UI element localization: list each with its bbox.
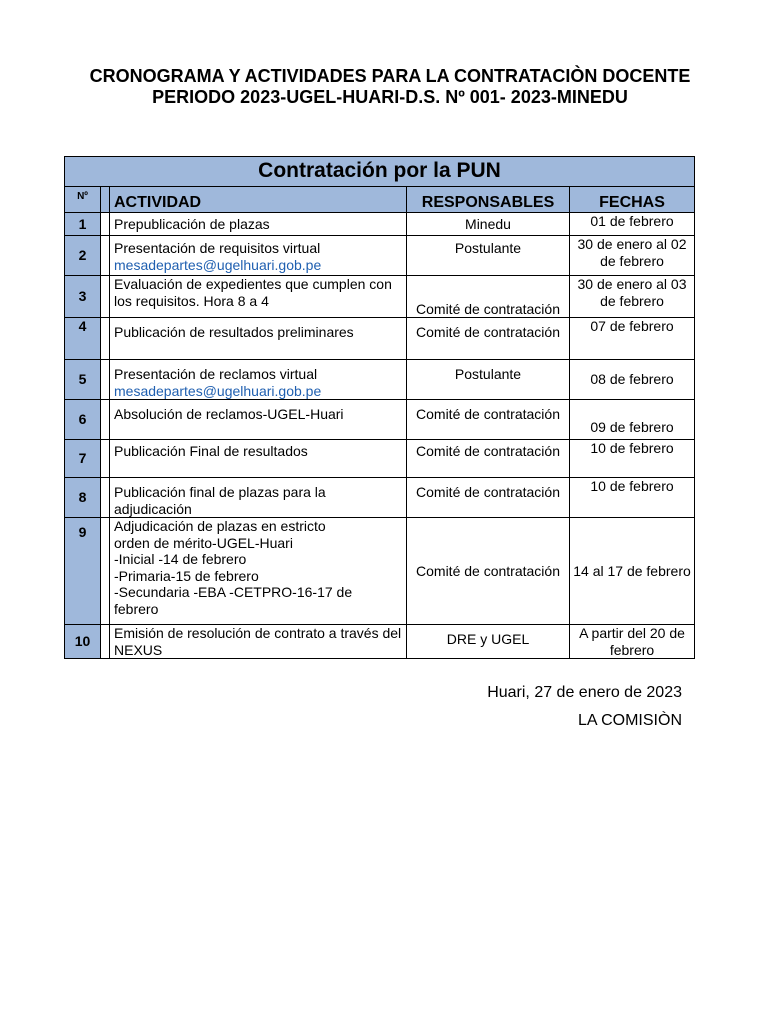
table-row (65, 213, 695, 236)
responsible-cell: Postulante (407, 236, 570, 276)
responsible-cell: Comité de contratación (407, 518, 570, 625)
table-row (65, 478, 695, 518)
activity-cell: Evaluación de expedientes que cumplen con los requisitos. Hora 8 a 4 (110, 276, 407, 318)
activity-cell (110, 236, 407, 276)
activity-text: Presentación de reclamos virtual (114, 366, 318, 382)
table-row (65, 518, 695, 625)
email-link[interactable]: mesadepartes@ugelhuari.gob.pe (114, 256, 322, 273)
table-heading: Contratación por la PUN (65, 157, 695, 187)
table-row (65, 625, 695, 659)
responsible-cell: Postulante (407, 360, 570, 400)
row-number: 2 (65, 236, 101, 276)
activity-text: Presentación de requisitos virtual (114, 240, 321, 256)
schedule-table (64, 156, 695, 659)
responsible-cell: DRE y UGEL (407, 625, 570, 659)
date-cell: A partir del 20 de febrero (570, 625, 695, 659)
activity-text: Adjudicación de plazas en estricto orden de mérito-UGEL-Huari (114, 518, 326, 551)
row-number: 4 (65, 318, 101, 360)
activity-cell (110, 360, 407, 400)
activity-cell: Publicación final de plazas para la adjudicación (110, 478, 407, 518)
row-number: 8 (65, 478, 101, 518)
row-number: 5 (65, 360, 101, 400)
col-header-spacer (101, 187, 110, 213)
date-cell: 09 de febrero (570, 400, 695, 440)
date-cell: 30 de enero al 02 de febrero (570, 236, 695, 276)
responsible-cell: Comité de contratación (407, 318, 570, 360)
table-row (65, 440, 695, 478)
responsible-cell: Comité de contratación (407, 478, 570, 518)
table-row (65, 360, 695, 400)
row-number: 9 (65, 518, 101, 625)
date-cell: 30 de enero al 03 de febrero (570, 276, 695, 318)
col-header-num: Nº (65, 187, 101, 213)
date-cell: 01 de febrero (570, 213, 695, 236)
activity-cell: Emisión de resolución de contrato a través del NEXUS (110, 625, 407, 659)
table-row (65, 400, 695, 440)
activity-cell (110, 518, 407, 625)
sub-item: -Inicial -14 de febrero (114, 551, 247, 567)
date-cell: 07 de febrero (570, 318, 695, 360)
activity-cell: Absolución de reclamos-UGEL-Huari (110, 400, 407, 440)
responsible-cell: Comité de contratación (407, 276, 570, 318)
footer-date: Huari, 27 de enero de 2023 (487, 684, 682, 701)
sub-item: -Secundaria -EBA -CETPRO-16-17 de febrero (114, 584, 353, 617)
col-header-fechas: FECHAS (570, 187, 695, 213)
row-number: 10 (65, 625, 101, 659)
activity-cell: Publicación de resultados preliminares (110, 318, 407, 360)
responsible-cell: Comité de contratación (407, 440, 570, 478)
row-number: 7 (65, 440, 101, 478)
footer-signature: LA COMISIÒN (577, 712, 682, 729)
date-cell: 08 de febrero (570, 360, 695, 400)
responsible-cell: Minedu (407, 213, 570, 236)
column-header-row (65, 187, 695, 213)
date-cell: 14 al 17 de febrero (570, 518, 695, 625)
table-row (65, 276, 695, 318)
date-cell: 10 de febrero (570, 440, 695, 478)
date-cell: 10 de febrero (570, 478, 695, 518)
table-row (65, 318, 695, 360)
row-number: 6 (65, 400, 101, 440)
activity-cell: Prepublicación de plazas (110, 213, 407, 236)
activity-cell: Publicación Final de resultados (110, 440, 407, 478)
document-title: CRONOGRAMA Y ACTIVIDADES PARA LA CONTRATACIÒN DOCENTE PERIODO 2023-UGEL-HUARI-D.S. Nº 001- 2023-MINEDU (89, 66, 691, 107)
col-header-actividad: ACTIVIDAD (110, 187, 407, 213)
col-header-responsables: RESPONSABLES (407, 187, 570, 213)
email-link[interactable]: mesadepartes@ugelhuari.gob.pe (114, 382, 322, 399)
row-number: 3 (65, 276, 101, 318)
row-number: 1 (65, 213, 101, 236)
responsible-cell: Comité de contratación (407, 400, 570, 440)
table-row (65, 236, 695, 276)
sub-item: -Primaria-15 de febrero (114, 567, 259, 584)
